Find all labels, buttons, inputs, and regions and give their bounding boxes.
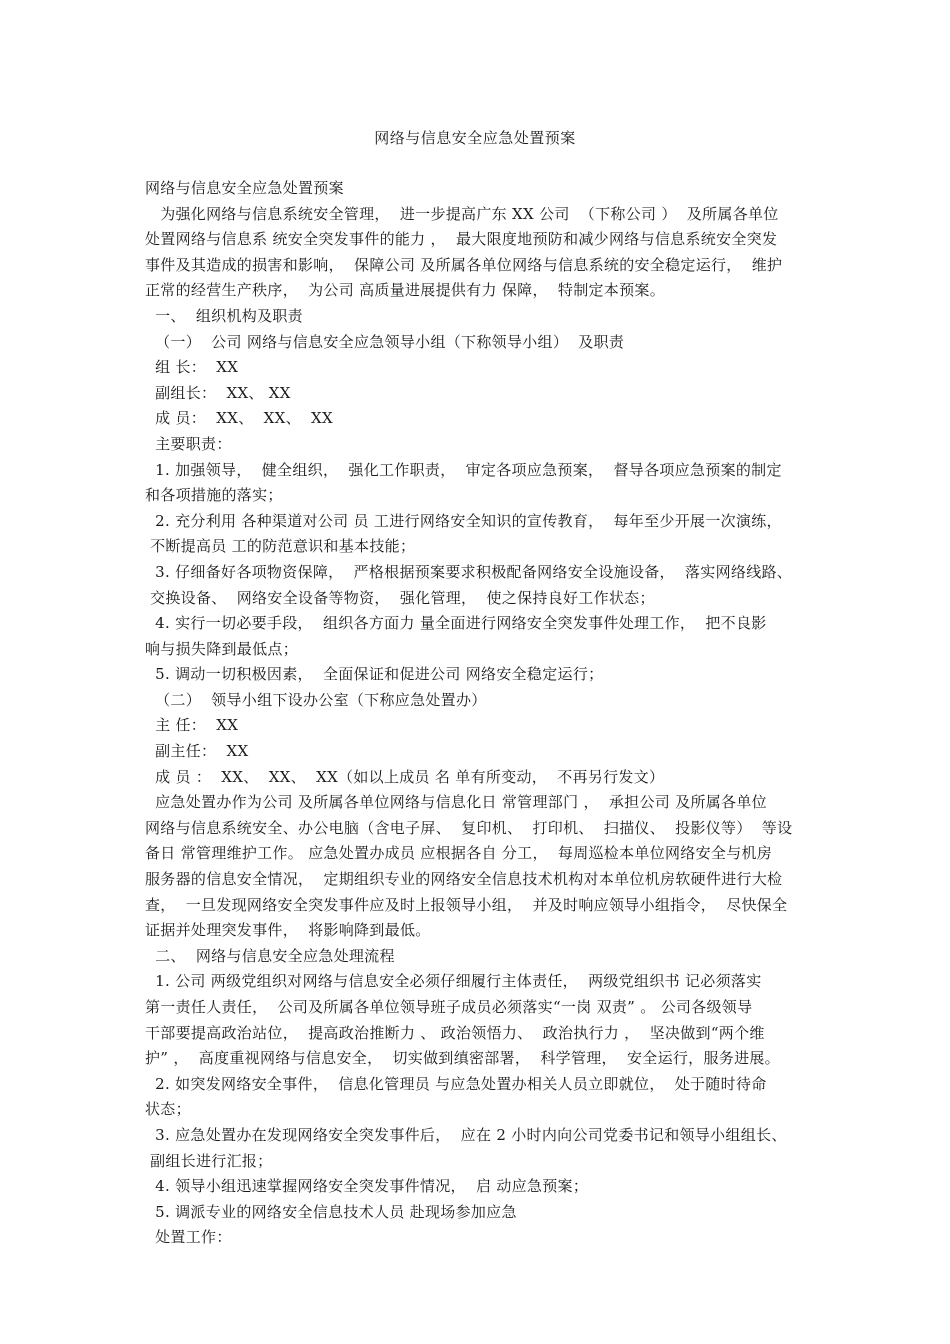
text-line: 副组长进行汇报； xyxy=(145,1151,273,1170)
text-line: 干部要提高政治站位， 提高政治推断力 、 政治领悟力、 政治执行力 ， 坚决做到“两个维 xyxy=(145,1023,765,1042)
text-line: 备日 常管理维护工作。 应急处置办成员 应根据各自 分工， 每周巡检本单位网络安全与机房 xyxy=(145,844,773,863)
text-line: 响与损失降到最低点； xyxy=(145,639,299,658)
text-line: 处置网络与信息系 统安全突发事件的能力 ， 最大限度地预防和减少网络与信息系统安全突发 xyxy=(145,230,778,249)
text-line: （一） 公司 网络与信息安全应急领导小组（下称领导小组） 及职责 xyxy=(145,332,625,351)
text-line: 护” ， 高度重视网络与信息安全， 切实做到缜密部署， 科学管理， 安全运行，服务进展。 xyxy=(145,1049,780,1068)
document-body xyxy=(145,176,825,1251)
text-line: 主 任： XX xyxy=(145,716,239,735)
text-line: 第一责任人责任， 公司及所属各单位领导班子成员必须落实“一岗 双责” 。 公司各级领导 xyxy=(145,998,753,1016)
text-line: 副主任： XX xyxy=(145,742,249,761)
text-line: 和各项措施的落实； xyxy=(145,486,283,505)
text-line: 成 员： XX、 XX、 XX xyxy=(145,409,333,428)
text-line: 1. 加强领导， 健全组织， 强化工作职责， 审定各项应急预案， 督导各项应急预案的制定 xyxy=(145,460,782,479)
document-title: 网络与信息安全应急处置预案 xyxy=(374,129,576,147)
text-line: 一、 组织机构及职责 xyxy=(145,306,303,325)
text-line: 处置工作： xyxy=(145,1228,232,1247)
text-line: 2. 如突发网络安全事件， 信息化管理员 与应急处置办相关人员立即就位， 处于随时待命 xyxy=(145,1074,767,1093)
text-line: 2. 充分利用 各种渠道对公司 员 工进行网络安全知识的宣传教育， 每年至少开展一次演练， xyxy=(145,511,782,530)
text-line: 服务器的信息安全情况， 定期组织专业的网络安全信息技术机构对本单位机房软硬件进行大检 xyxy=(145,870,783,889)
text-line: 4. 领导小组迅速掌握网络安全突发事件情况， 启 动应急预案； xyxy=(145,1177,589,1196)
text-line: 5. 调动一切积极因素， 全面保证和促进公司 网络安全稳定运行； xyxy=(145,665,604,684)
text-line: 副组长： XX、 XX xyxy=(145,383,291,402)
text-line: 成 员 ： XX、 XX、 XX（如以上成员 名 单有所变动， 不再另行发文） xyxy=(145,767,665,786)
text-line: 证据并处理突发事件， 将影响降到最低。 xyxy=(145,921,431,940)
text-line: 组 长： XX xyxy=(145,358,239,377)
text-line: 状态； xyxy=(145,1100,191,1119)
text-line: 交换设备、 网络安全设备等物资， 强化管理， 使之保持良好工作状态； xyxy=(145,588,655,607)
text-line: （二） 领导小组下设办公室（下称应急处置办） xyxy=(145,690,487,709)
text-line: 二、 网络与信息安全应急处理流程 xyxy=(145,946,395,965)
text-line: 5. 调派专业的网络安全信息技术人员 赴现场参加应急 xyxy=(145,1202,517,1221)
text-line: 4. 实行一切必要手段， 组织各方面力 量全面进行网络安全突发事件处理工作， 把不良影 xyxy=(145,614,767,633)
text-line: 3. 仔细备好各项物资保障， 严格根据预案要求积极配备网络安全设施设备， 落实网络线路、 xyxy=(145,562,793,581)
text-line: 1. 公司 两级党组织对网络与信息安全必须仔细履行主体责任， 两级党组织书 记必须落实 xyxy=(145,972,762,991)
text-line: 事件及其造成的损害和影响， 保障公司 及所属各单位网络与信息系统的安全稳定运行， 维护 xyxy=(145,255,783,274)
text-line: 主要职责： xyxy=(145,434,232,453)
text-line: 为强化网络与信息系统安全管理， 进一步提高广东 XX 公司 （下称公司 ） 及所属各单位 xyxy=(145,204,779,223)
text-line: 应急处置办作为公司 及所属各单位网络与信息化日 常管理部门 ， 承担公司 及所属各单位 xyxy=(145,793,767,812)
text-line: 网络与信息安全应急处置预案 xyxy=(145,179,344,197)
text-line: 网络与信息系统安全、办公电脑（含电子屏、 复印机、 打印机、 扫描仪、 投影仪等） 等设 xyxy=(145,818,793,837)
text-line: 正常的经营生产秩序， 为公司 高质量进展提供有力 保障， 特制定本预案。 xyxy=(145,281,666,300)
text-line: 不断提高员 工的防范意识和基本技能； xyxy=(145,537,416,556)
text-line: 查， 一旦发现网络安全突发事件应及时上报领导小组， 并及时响应领导小组指令， 尽快保全 xyxy=(145,895,788,914)
text-line: 3. 应急处置办在发现网络安全突发事件后， 应在 2 小时内向公司党委书记和领导小组组长、 xyxy=(145,1125,787,1144)
